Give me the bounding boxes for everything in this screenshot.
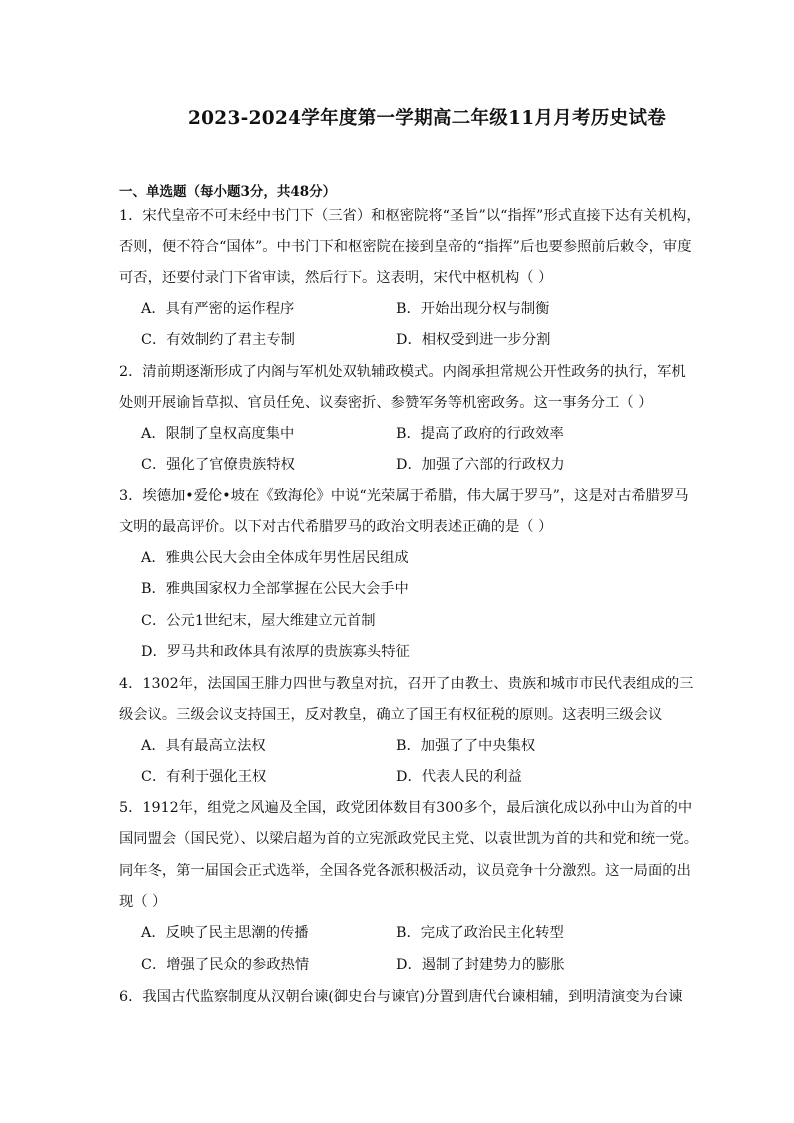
question-text-line: 否则，便不符合“国体”。中书门下和枢密院在接到皇帝的“指挥”后也要参照前后敕令，审度 (119, 239, 692, 255)
question-text-line: 现（ ） (119, 894, 167, 910)
option-b: B．加强了了中央集权 (396, 738, 536, 754)
question-text-line: 5．1912年，组党之风遍及全国，政党团体数目有300多个，最后演化成以孙中山为首的中 (119, 800, 693, 816)
question-text-line: 1．宋代皇帝不可未经中书门下（三省）和枢密院将“圣旨”以“指挥”形式直接下达有关机构， (119, 208, 701, 224)
option-a: A．雅典公民大会由全体成年男性居民组成 (141, 550, 409, 566)
question-text-line: 处则开展谕旨草拟、官员任免、议奏密折、参赞军务等机密政务。这一事务分工（ ） (119, 395, 653, 411)
option-c: C．增强了民众的参政热情 (141, 957, 310, 973)
option-a: A．限制了皇权高度集中 (141, 426, 295, 442)
option-d: D．遏制了封建势力的膨胀 (396, 957, 565, 973)
question-text-line: 同年冬，第一届国会正式选举，全国各党各派积极活动，议员竞争十分激烈。这一局面的出 (119, 863, 691, 879)
question-text-line: 6．我国古代监察制度从汉朝台谏(御史台与谏官)分置到唐代台谏相辅，到明清演变为台谏 (119, 989, 683, 1005)
option-b: B．雅典国家权力全部掌握在公民大会手中 (141, 581, 409, 597)
option-b: B．完成了政治民主化转型 (396, 925, 564, 941)
option-b: B．开始出现分权与制衡 (396, 301, 550, 317)
option-a: A．具有最高立法权 (141, 738, 266, 754)
option-c: C．有效制约了君主专制 (141, 332, 295, 348)
option-d: D．罗马共和政体具有浓厚的贵族寡头特征 (141, 644, 410, 660)
exam-title: 2023-2024学年度第一学期高二年级11月月考历史试卷 (187, 108, 667, 129)
question-text-line: 级会议。三级会议支持国王，反对教皇，确立了国王有权征税的原则。这表明三级会议 (119, 707, 663, 723)
option-c: C．有利于强化王权 (141, 769, 267, 785)
question-text-line: 2．清前期逐渐形成了内阁与军机处双轨辅政模式。内阁承担常规公开性政务的执行，军机 (119, 364, 686, 380)
option-a: A．具有严密的运作程序 (141, 301, 295, 317)
section-heading: 一、单选题（每小题3分，共48分） (119, 184, 337, 200)
option-d: D．加强了六部的行政权力 (396, 457, 565, 473)
option-d: D．相权受到进一步分割 (396, 332, 551, 348)
question-text-line: 3．埃德加•爱伦•坡在《致海伦》中说“光荣属于希腊，伟大属于罗马”，这是对古希腊罗马 (119, 488, 689, 504)
option-c: C．公元1世纪末，屋大维建立元首制 (141, 613, 376, 629)
question-text-line: 可否，还要付录门下省审读，然后行下。这表明，宋代中枢机构（ ） (119, 270, 553, 286)
option-a: A．反映了民主思潮的传播 (141, 925, 309, 941)
question-text-line: 国同盟会（国民党）、以梁启超为首的立宪派政党民主党、以袁世凯为首的共和党和统一党。 (119, 831, 699, 847)
option-b: B．提高了政府的行政效率 (396, 426, 564, 442)
option-c: C．强化了官僚贵族特权 (141, 457, 295, 473)
option-d: D．代表人民的利益 (396, 769, 522, 785)
question-text-line: 4．1302年，法国国王腓力四世与教皇对抗，召开了由教士、贵族和城市市民代表组成的三 (119, 676, 694, 692)
question-text-line: 文明的最高评价。以下对古代希腊罗马的政治文明表述正确的是（ ） (119, 519, 553, 535)
